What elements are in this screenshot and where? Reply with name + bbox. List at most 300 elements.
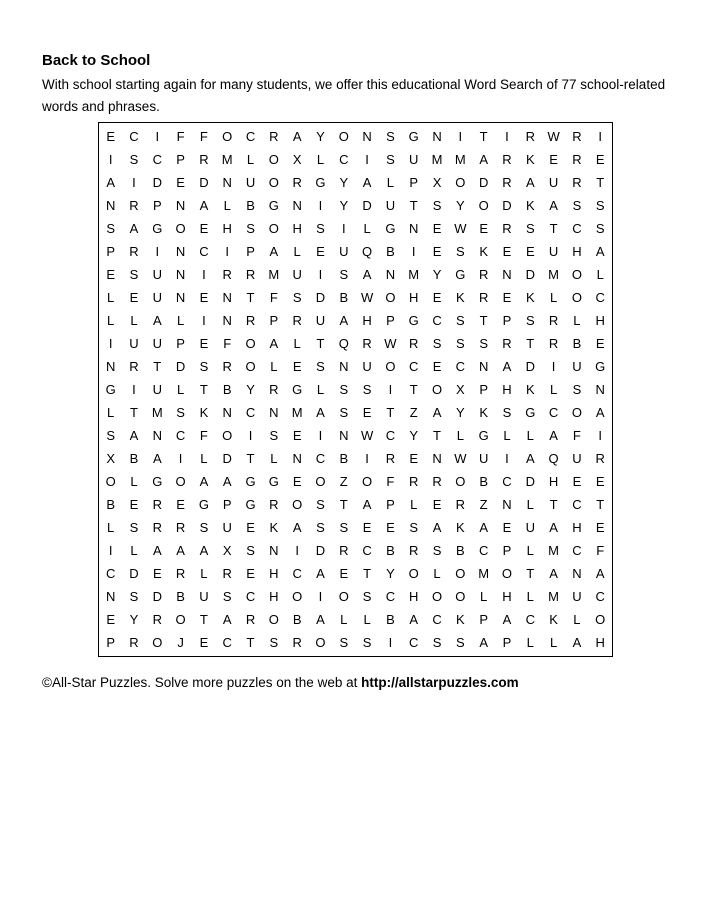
grid-cell: T [409,382,418,397]
grid-cell: U [385,198,396,213]
grid-cell: L [130,543,138,558]
grid-cell: O [385,359,396,374]
grid-cell: N [292,451,302,466]
grid-cell: N [175,290,186,305]
grid-cell: L [433,566,441,581]
grid-row [99,424,612,447]
grid-cell: C [502,474,512,489]
grid-cell: T [526,336,535,351]
grid-cell: H [572,244,582,259]
grid-cell: O [455,175,466,190]
grid-cell: O [455,589,466,604]
grid-row [99,585,612,608]
grid-cell: M [151,405,163,420]
grid-cell: I [411,244,416,259]
grid-cell: M [221,152,233,167]
grid-cell: A [502,359,512,374]
grid-cell: B [176,589,185,604]
grid-cell: L [526,589,534,604]
grid-row [99,263,612,286]
grid-cell: O [431,589,443,604]
grid-cell: I [295,543,299,558]
grid-cell: U [548,175,559,190]
grid-cell: E [409,451,419,466]
grid-cell: L [107,290,115,305]
grid-cell: D [315,290,326,305]
grid-cell: O [175,612,186,627]
grid-cell: C [245,129,256,144]
intro-text: With school starting again for many students, we offer this educational Word Search of 77 school-related words and phrases. [42,77,666,114]
grid-cell: U [525,520,535,535]
grid-cell: T [246,290,255,305]
grid-cell: P [152,198,162,213]
grid-cell: A [595,566,605,581]
grid-cell: L [293,244,301,259]
grid-cell: B [456,543,465,558]
grid-cell: K [525,198,535,213]
grid-cell: A [502,612,512,627]
grid-cell: S [339,382,349,397]
grid-cell: R [502,221,512,236]
grid-cell: C [292,566,302,581]
grid-cell: L [176,313,185,328]
grid-cell: E [199,336,209,351]
grid-cell: S [106,221,115,236]
grid-row [99,562,612,585]
grid-cell: B [129,451,139,466]
grid-cell: A [199,474,209,489]
grid-cell: T [433,428,441,443]
grid-cell: R [572,152,582,167]
grid-cell: L [270,359,278,374]
grid-cell: N [175,198,186,213]
grid-cell: R [292,313,302,328]
grid-cell: L [316,382,325,397]
grid-cell: R [129,635,139,650]
grid-cell: H [409,589,419,604]
grid-cell: R [152,497,162,512]
grid-cell: T [409,198,418,213]
grid-cell: C [129,129,139,144]
grid-cell: P [386,497,395,512]
grid-cell: S [386,129,395,144]
grid-cell: R [478,267,489,282]
grid-cell: C [455,359,466,374]
grid-cell: U [152,336,162,351]
grid-cell: F [386,474,395,489]
grid-cell: Q [362,244,373,259]
grid-cell: P [176,152,185,167]
grid-cell: O [175,221,186,236]
grid-cell: L [316,152,325,167]
grid-cell: R [245,313,256,328]
grid-cell: A [595,405,605,420]
grid-cell: P [502,313,512,328]
grid-cell: C [175,428,186,443]
grid-row [99,631,612,654]
grid-cell: R [409,336,419,351]
grid-cell: C [548,405,559,420]
grid-cell: S [129,589,139,604]
grid-cell: E [176,175,185,190]
grid-cell: D [362,198,372,213]
grid-cell: O [268,175,279,190]
grid-cell: U [129,336,139,351]
grid-cell: R [269,497,279,512]
grid-cell: Y [386,566,395,581]
grid-cell: G [105,382,116,397]
grid-cell: A [152,451,162,466]
grid-cell: G [245,474,256,489]
grid-cell: B [246,198,255,213]
grid-cell: R [199,152,209,167]
grid-cell: G [478,428,489,443]
grid-cell: C [525,612,535,627]
grid-cell: E [432,244,442,259]
grid-cell: I [108,152,113,167]
grid-cell: E [292,359,302,374]
grid-cell: K [479,405,488,420]
grid-cell: H [595,313,605,328]
grid-cell: A [572,635,582,650]
grid-cell: I [225,244,230,259]
grid-cell: L [549,635,558,650]
grid-cell: Y [339,198,349,213]
grid-cell: O [245,336,256,351]
grid-cell: N [105,359,116,374]
grid-cell: A [432,520,442,535]
grid-cell: K [525,290,535,305]
grid-cell: R [292,175,302,190]
grid-cell: A [339,313,349,328]
grid-cell: R [502,152,512,167]
grid-cell: D [525,474,535,489]
grid-cell: R [175,520,186,535]
grid-cell: O [222,129,233,144]
grid-cell: U [478,451,489,466]
grid-cell: O [292,589,303,604]
grid-cell: E [386,520,395,535]
grid-cell: E [572,474,582,489]
grid-cell: P [386,313,395,328]
grid-cell: L [107,313,115,328]
grid-cell: U [152,382,162,397]
grid-cell: E [502,244,512,259]
word-search-grid [98,122,613,657]
grid-cell: L [386,175,395,190]
grid-row [99,332,612,355]
grid-cell: I [341,221,346,236]
grid-cell: I [598,129,603,144]
grid-cell: E [129,290,139,305]
grid-cell: E [502,290,512,305]
grid-cell: A [176,543,185,558]
grid-cell: U [409,152,419,167]
grid-cell: G [152,474,163,489]
grid-cell: N [572,566,582,581]
grid-cell: U [292,267,302,282]
grid-cell: E [525,244,535,259]
grid-cell: R [362,336,372,351]
grid-cell: H [222,221,232,236]
grid-cell: O [571,267,582,282]
grid-cell: D [199,175,209,190]
grid-cell: R [339,543,349,558]
grid-cell: N [152,428,162,443]
grid-cell: T [363,566,372,581]
grid-cell: S [316,359,325,374]
grid-cell: H [572,520,582,535]
grid-row [99,309,612,332]
grid-cell: L [480,589,488,604]
grid-cell: Y [316,129,325,144]
grid-cell: R [502,336,512,351]
footer-link[interactable]: http://allstarpuzzles.com [361,675,519,690]
grid-cell: M [291,405,303,420]
grid-cell: M [478,566,490,581]
grid-cell: S [316,497,325,512]
grid-cell: C [385,589,396,604]
footer [42,675,519,690]
grid-cell: E [129,497,139,512]
grid-cell: R [269,382,279,397]
grid-cell: O [175,474,186,489]
grid-cell: A [479,635,488,650]
grid-cell: S [129,152,139,167]
grid-cell: P [106,635,115,650]
grid-cell: C [105,566,116,581]
grid-cell: E [199,290,209,305]
grid-cell: N [339,428,349,443]
grid-cell: T [549,497,558,512]
grid-cell: S [595,221,605,236]
grid-cell: O [478,198,489,213]
grid-cell: W [547,129,560,144]
grid-cell: E [432,497,442,512]
grid-cell: R [478,290,489,305]
grid-cell: A [432,405,442,420]
grid-cell: P [176,336,185,351]
grid-cell: I [598,428,603,443]
grid-cell: A [129,221,139,236]
grid-cell: C [572,221,582,236]
grid-cell: O [268,612,279,627]
grid-cell: O [152,635,163,650]
grid-cell: I [132,382,136,397]
grid-row [99,608,612,631]
grid-cell: L [130,313,138,328]
grid-cell: O [268,152,279,167]
grid-cell: L [107,405,115,420]
grid-cell: D [129,566,139,581]
grid-cell: S [362,635,372,650]
grid-cell: N [432,451,442,466]
grid-cell: T [199,382,208,397]
grid-cell: C [245,589,256,604]
grid-cell: L [246,152,255,167]
grid-cell: R [385,451,396,466]
grid-cell: N [105,589,116,604]
grid-cell: C [199,244,209,259]
grid-cell: O [222,428,233,443]
grid-cell: A [595,244,605,259]
grid-cell: A [316,566,325,581]
grid-cell: I [318,589,323,604]
grid-cell: G [268,474,279,489]
grid-cell: A [549,428,558,443]
grid-cell: C [245,405,256,420]
grid-cell: A [129,428,139,443]
grid-cell: S [246,543,255,558]
grid-cell: C [572,543,582,558]
grid-cell: I [132,175,136,190]
grid-cell: R [245,267,256,282]
grid-cell: S [129,267,139,282]
grid-cell: I [108,336,113,351]
grid-cell: I [505,129,509,144]
grid-row [99,240,612,263]
grid-cell: S [269,635,279,650]
grid-cell: U [548,244,559,259]
grid-cell: I [318,428,323,443]
grid-cell: E [246,520,255,535]
grid-cell: Y [409,428,419,443]
grid-cell: S [246,221,255,236]
grid-cell: L [596,267,604,282]
grid-cell: R [548,336,559,351]
grid-cell: D [152,589,162,604]
grid-cell: J [177,635,184,650]
grid-cell: Q [548,451,559,466]
grid-cell: R [222,267,232,282]
grid-cell: U [152,267,162,282]
grid-cell: D [525,267,535,282]
grid-cell: C [222,635,232,650]
grid-cell: G [268,198,279,213]
grid-cell: P [222,497,232,512]
grid-cell: I [155,244,160,259]
grid-cell: A [292,520,302,535]
grid-cell: A [362,267,372,282]
grid-cell: O [338,129,349,144]
grid-cell: E [479,221,488,236]
grid-cell: D [502,198,512,213]
grid-cell: A [362,175,372,190]
grid-cell: R [409,474,419,489]
grid-cell: B [386,543,395,558]
grid-cell: M [548,589,560,604]
grid-cell: E [106,129,115,144]
grid-cell: O [385,290,396,305]
grid-cell: C [315,451,326,466]
grid-cell: G [385,221,396,236]
grid-cell: F [223,336,232,351]
grid-cell: O [315,474,326,489]
footer-text: ©All-Star Puzzles. Solve more puzzles on the web at [42,675,362,690]
grid-cell: O [595,612,606,627]
grid-cell: E [292,474,302,489]
grid-cell: A [292,129,302,144]
grid-cell: S [386,152,395,167]
grid-row [99,539,612,562]
grid-cell: L [456,428,464,443]
grid-cell: S [316,520,325,535]
grid-cell: C [595,589,605,604]
grid-cell: S [339,520,349,535]
grid-cell: G [408,313,419,328]
grid-cell: R [572,175,582,190]
grid-cell: T [246,451,255,466]
grid-cell: R [432,474,442,489]
grid-cell: G [198,497,209,512]
grid-cell: H [409,290,419,305]
grid-cell: R [548,313,559,328]
grid-cell: S [339,405,349,420]
grid-cell: H [595,635,605,650]
grid-cell: C [595,290,605,305]
grid-cell: G [455,267,466,282]
grid-cell: K [199,405,209,420]
grid-cell: E [292,428,302,443]
grid-cell: F [199,428,208,443]
grid-cell: U [152,290,162,305]
grid-cell: S [432,336,442,351]
grid-cell: A [152,313,162,328]
grid-cell: T [339,497,348,512]
grid-cell: D [478,175,489,190]
grid-cell: C [339,152,349,167]
grid-cell: G [292,382,303,397]
grid-cell: K [479,244,488,259]
grid-cell: Q [338,336,349,351]
grid-cell: L [526,635,534,650]
grid-cell: I [458,129,463,144]
grid-cell: G [152,221,163,236]
grid-cell: U [362,359,372,374]
grid-cell: C [478,543,489,558]
grid-cell: U [315,313,326,328]
grid-cell: K [525,152,535,167]
grid-cell: A [152,543,162,558]
grid-cell: N [502,267,512,282]
grid-cell: K [456,520,465,535]
grid-cell: L [503,428,511,443]
grid-cell: T [479,313,488,328]
grid-cell: G [525,405,536,420]
grid-cell: S [409,520,419,535]
grid-cell: A [479,152,488,167]
grid-cell: S [176,405,185,420]
grid-cell: L [293,336,301,351]
grid-cell: Y [129,612,139,627]
grid-cell: N [175,244,186,259]
grid-cell: U [572,359,582,374]
grid-row [99,171,612,194]
grid-cell: L [176,382,185,397]
grid-cell: M [548,543,560,558]
grid-cell: S [222,589,232,604]
grid-cell: M [548,267,560,282]
grid-cell: S [479,336,488,351]
grid-cell: C [152,152,162,167]
grid-cell: H [362,313,372,328]
grid-cell: S [456,635,465,650]
grid-cell: S [362,589,372,604]
grid-cell: L [107,520,115,535]
grid-cell: L [270,451,278,466]
grid-cell: L [200,451,208,466]
grid-cell: C [432,612,442,627]
